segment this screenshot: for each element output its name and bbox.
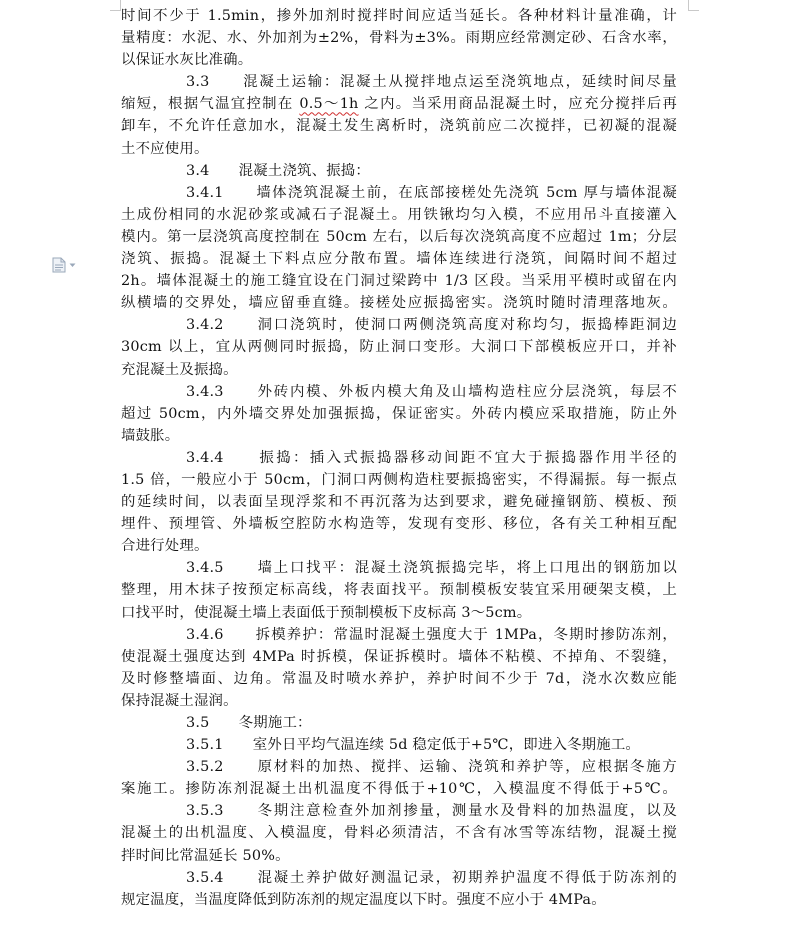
text-line: 3.4 混凝土浇筑、振捣：	[186, 162, 370, 179]
margin-corner-mark-left	[110, 0, 121, 11]
document-comment-icon[interactable]	[52, 257, 82, 273]
text-line: 3.5.1 室外日平均气温连续 5d 稳定低于+5℃，即进入冬期施工。	[186, 737, 641, 754]
text-line: 模内。第一层浇筑高度控制在 50cm 左右，以后每次浇筑高度不应超过 1m；分层	[121, 228, 677, 245]
text-line: 3.4.1 墙体浇筑混凝土前，在底部接槎处先浇筑 5cm 厚与墙体混凝	[186, 184, 677, 201]
text-line: 土成份相同的水泥砂浆或减石子混凝土。用铁锹均匀入模，不应用吊斗直接灌入	[121, 206, 677, 223]
text-line: 及时修整墙面、边角。常温及时喷水养护，养护时间不少于 7d，浇水次数应能	[121, 670, 677, 687]
text-line: 3.4.4 振捣：插入式振捣器移动间距不宜大于振捣器作用半径的	[186, 449, 677, 466]
text-line: 3.5.2 原材料的加热、搅拌、运输、浇筑和养护等，应根据冬施方	[186, 759, 677, 776]
text-line: 土不应使用。	[121, 140, 209, 157]
text-line: 的延续时间，以表面呈现浮浆和不再沉落为达到要求，避免碰撞钢筋、模板、预	[121, 494, 677, 511]
text-line: 规定温度，当温度降低到防冻剂的规定温度以下时。强度不应小于 4MPa。	[121, 891, 606, 908]
text-line: 量精度：水泥、水、外加剂为±2%，骨料为±3%。雨期应经常测定砂、石含水率，	[121, 30, 677, 47]
text-line: 3.5.3 冬期注意检查外加剂掺量，测量水及骨料的加热温度，以及	[186, 803, 677, 820]
text-line: 整理，用木抹子按预定标高线，将表面找平。预制模板安装宜采用硬架支模，上	[121, 582, 677, 599]
text-line: 保持混凝土湿润。	[121, 692, 238, 709]
text-line: 墙鼓胀。	[121, 427, 180, 444]
text-line: 3.4.3 外砖内模、外板内模大角及山墙构造柱应分层浇筑，每层不	[186, 383, 677, 400]
body-text	[121, 5, 677, 911]
text-line: 时间不少于 1.5min，掺外加剂时搅拌时间应适当延长。各种材料计量准确，计	[121, 8, 677, 24]
spellcheck-marked-text: 0.5～1h	[299, 96, 359, 113]
text-line: 超过 50cm，内外墙交界处加强振捣，保证密实。外砖内模应采取措施，防止外	[121, 405, 677, 422]
text-line: 埋件、预埋管、外墙板空腔防水构造等，发现有变形、移位，各有关工种相互配	[121, 516, 677, 533]
text-line: 1.5 倍，一般应小于 50cm，门洞口两侧构造柱要振捣密实，不得漏振。每一振点	[121, 471, 677, 488]
text-line: 30cm 以上，宜从两侧同时振捣，防止洞口变形。大洞口下部模板应开口，并补	[121, 339, 677, 356]
text-line: 拌时间比常温延长 50%。	[121, 847, 290, 864]
text-line: 3.5 冬期施工：	[186, 715, 312, 731]
text-line: 口找平时，使混凝土墙上表面低于预制模板下皮标高 3～5cm。	[121, 604, 532, 621]
text-line: 纵横墙的交界处，墙应留垂直缝。接槎处应振捣密实。浇筑时随时清理落地灰。	[121, 295, 677, 312]
margin-corner-mark-right	[688, 0, 699, 11]
text-line: 3.4.2 洞口浇筑时，使洞口两侧浇筑高度对称均匀，振捣棒距洞边	[186, 317, 677, 334]
page-icon	[52, 257, 66, 273]
text-line: 3.4.6 拆模养护：常温时混凝土强度大于 1MPa，冬期时掺防冻剂，	[186, 626, 677, 643]
text-line: 2h。墙体混凝土的施工缝宜设在门洞过梁跨中 1/3 区段。当采用平模时或留在内	[121, 273, 677, 290]
text-line: 使混凝土强度达到 4MPa 时拆模，保证拆模时。墙体不粘模、不掉角、不裂缝，	[121, 648, 677, 665]
text-line: 浇筑、振捣。混凝土下料点应分散布置。墙体连续进行浇筑，间隔时间不超过	[121, 251, 677, 268]
text-line: 充混凝土及振捣。	[121, 361, 238, 378]
text-line: 案施工。掺防冻剂混凝土出机温度不得低于+10℃，入模温度不得低于+5℃。	[121, 781, 677, 798]
text-line: 以保证水灰比准确。	[121, 52, 253, 69]
text-line: 合进行处理。	[121, 538, 209, 555]
text-line: 缩短，根据气温宜控制在 0.5～1h 之内。当采用商品混凝土时，应充分搅拌后再	[121, 96, 677, 113]
text-line: 3.4.5 墙上口找平：混凝土浇筑振捣完毕，将上口甩出的钢筋加以	[186, 560, 677, 577]
text-line: 3.5.4 混凝土养护做好测温记录，初期养护温度不得低于防冻剂的	[186, 869, 677, 886]
chevron-down-icon	[69, 263, 76, 268]
text-line: 混凝土的出机温度、入模温度，骨料必须清洁，不含有冰雪等冻结物，混凝土搅	[121, 825, 677, 842]
text-line: 3.3 混凝土运输：混凝土从搅拌地点运至浇筑地点，延续时间尽量	[186, 74, 677, 91]
text-line: 卸车，不允许任意加水，混凝土发生离析时，浇筑前应二次搅拌，已初凝的混凝	[121, 118, 677, 135]
